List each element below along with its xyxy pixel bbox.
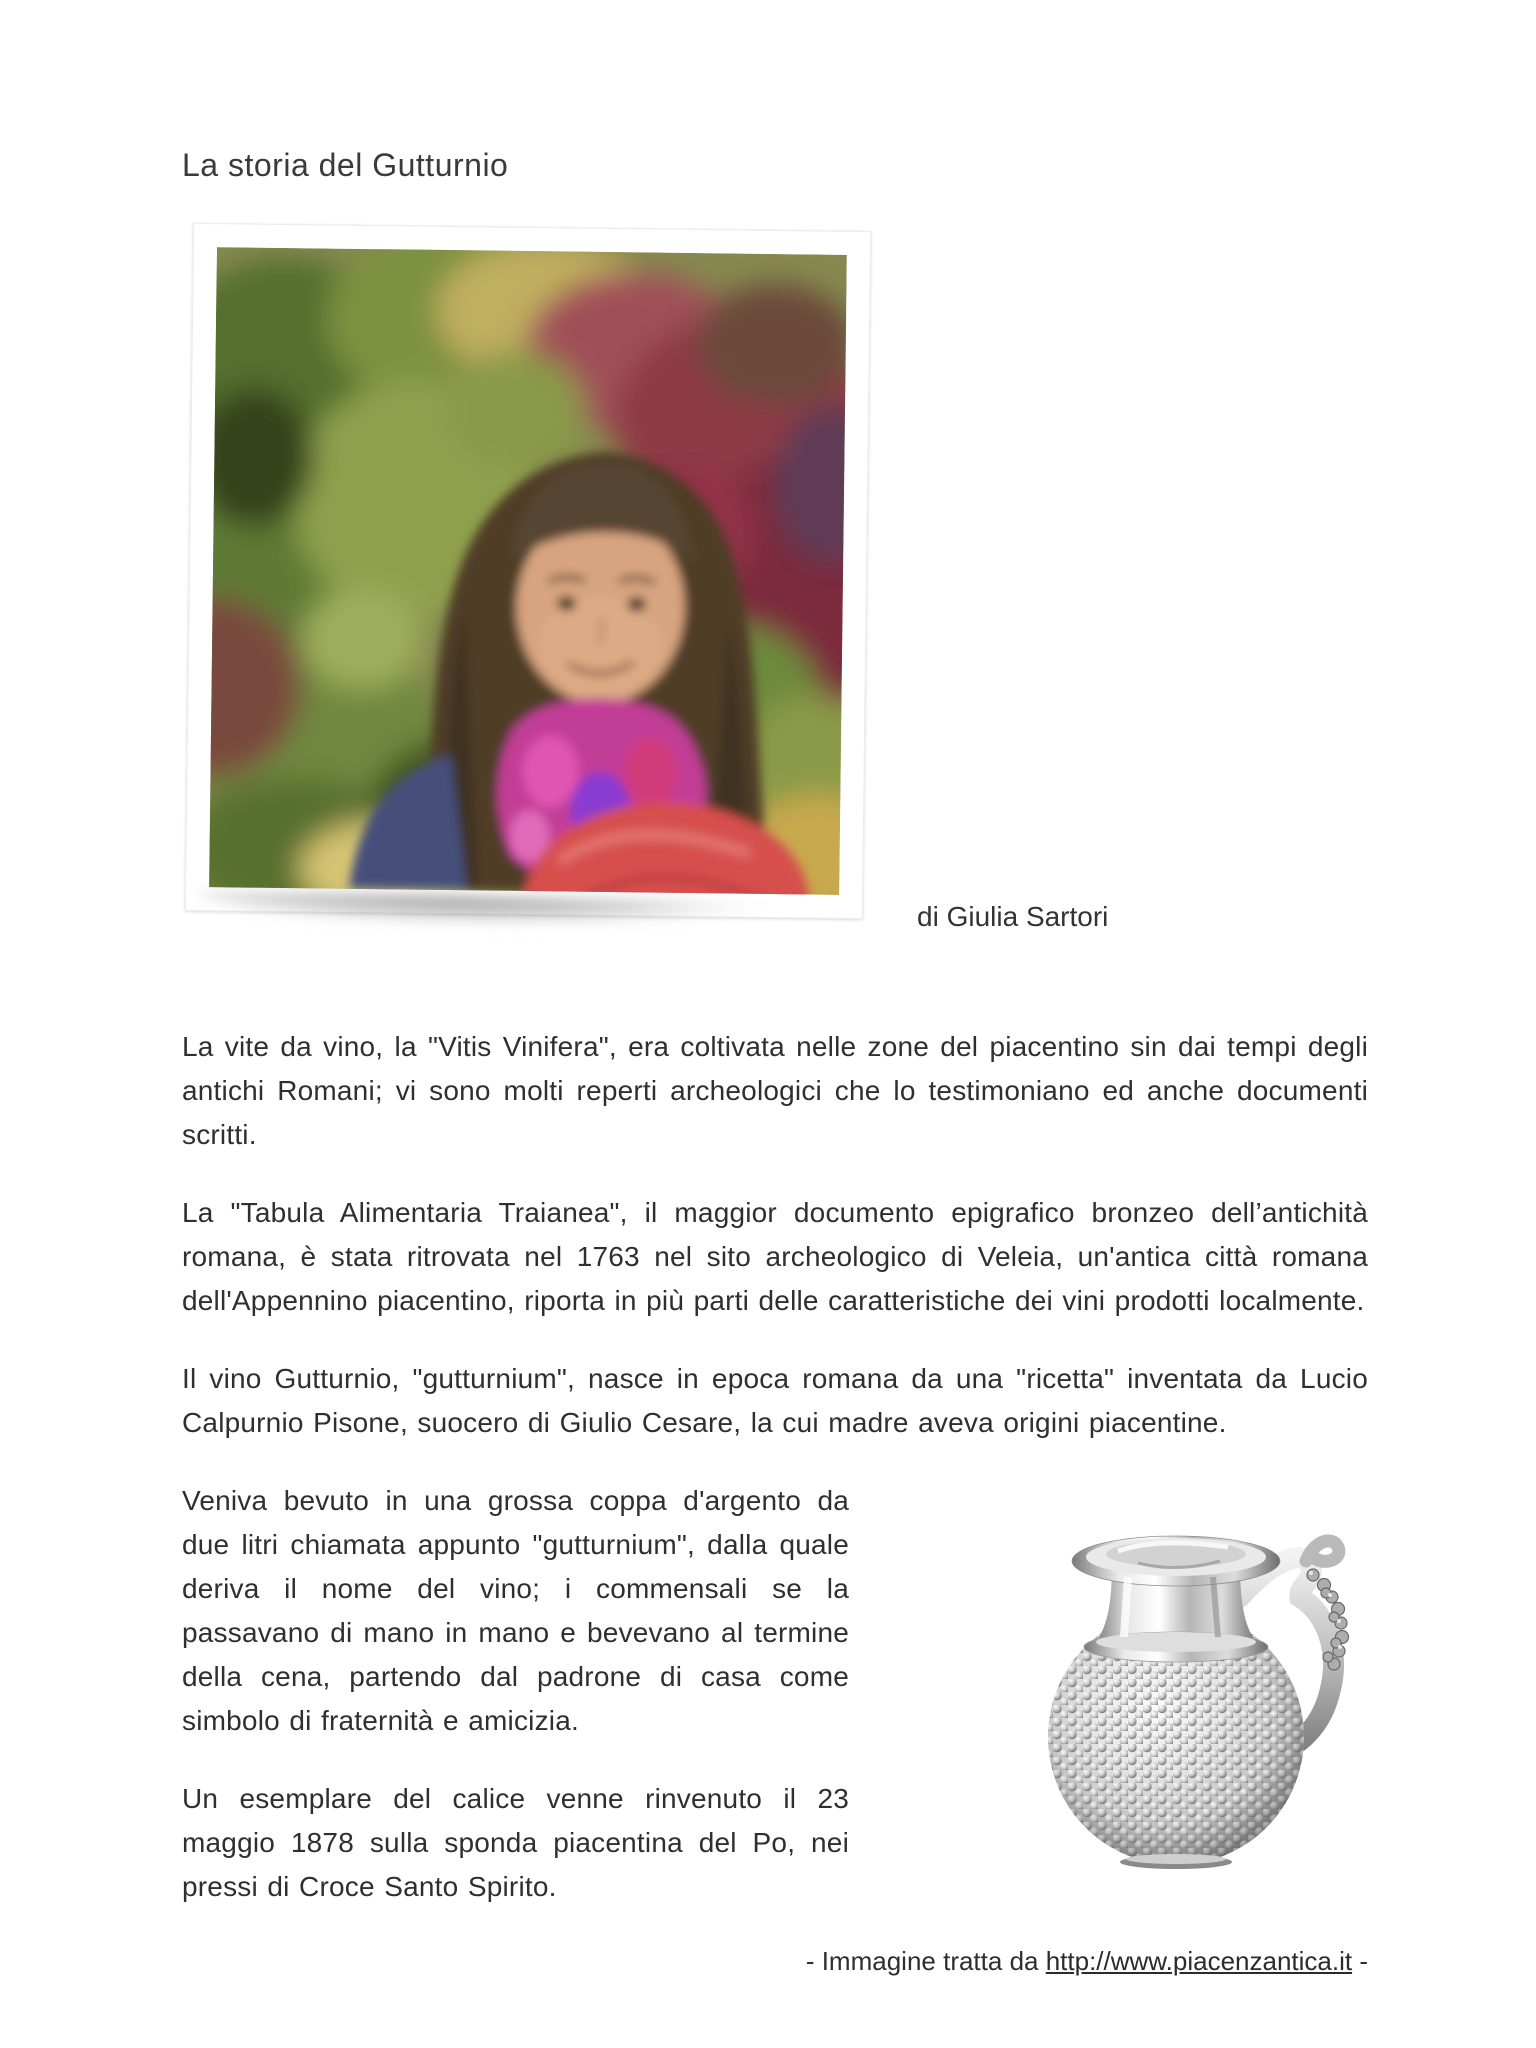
body-paragraph-4: Veniva bevuto in una grossa coppa d'argento da due litri chiamata appunto "gutturnium", dalla quale deriva il nome del vino; i commensali se la passavano di mano in mano e bevevano al termine della cena, partendo dal padrone di casa come simbolo di fraternità e amicizia. [182,1485,849,1736]
page-title: La storia del Gutturnio [182,147,509,183]
portrait-photo [209,247,847,895]
portrait-photo-frame [185,223,871,919]
body-paragraph-3: Il vino Gutturnio, "gutturnium", nasce in epoca romana da una "ricetta" inventata da Lucio Calpurnio Pisone, suocero di Giulio Cesare, la cui madre aveva origini piacentine. [182,1363,1368,1438]
credit-prefix: - Immagine tratta da [805,1946,1046,1976]
body-paragraph-2: La "Tabula Alimentaria Traianea", il maggior documento epigrafico bronzeo dell’antichità romana, è stata ritrovata nel 1763 nel sito archeologico di Veleia, un'antica città romana dell'Appennino piacentino, riporta in più parti delle caratteristiche dei vini prodotti localmente. [182,1197,1368,1316]
article-body [182,1025,1368,1979]
pitcher-image [1008,1497,1368,1871]
portrait-figure [182,227,1368,932]
body-paragraph-1: La vite da vino, la "Vitis Vinifera", era coltivata nelle zone del piacentino sin dai tempi degli antichi Romani; vi sono molti reperti archeologici che lo testimoniano ed anche documenti scritti. [182,1031,1368,1150]
image-credit [182,1943,1368,1979]
credit-link[interactable]: http://www.piacenzantica.it [1045,1946,1353,1976]
credit-suffix: - [1352,1946,1368,1976]
pitcher-figure [873,1497,1368,1871]
body-paragraph-5: Un esemplare del calice venne rinvenuto il 23 maggio 1878 sulla sponda piacentina del Po, nei pressi di Croce Santo Spirito. [182,1783,849,1902]
byline: di Giulia Sartori [917,901,1109,932]
